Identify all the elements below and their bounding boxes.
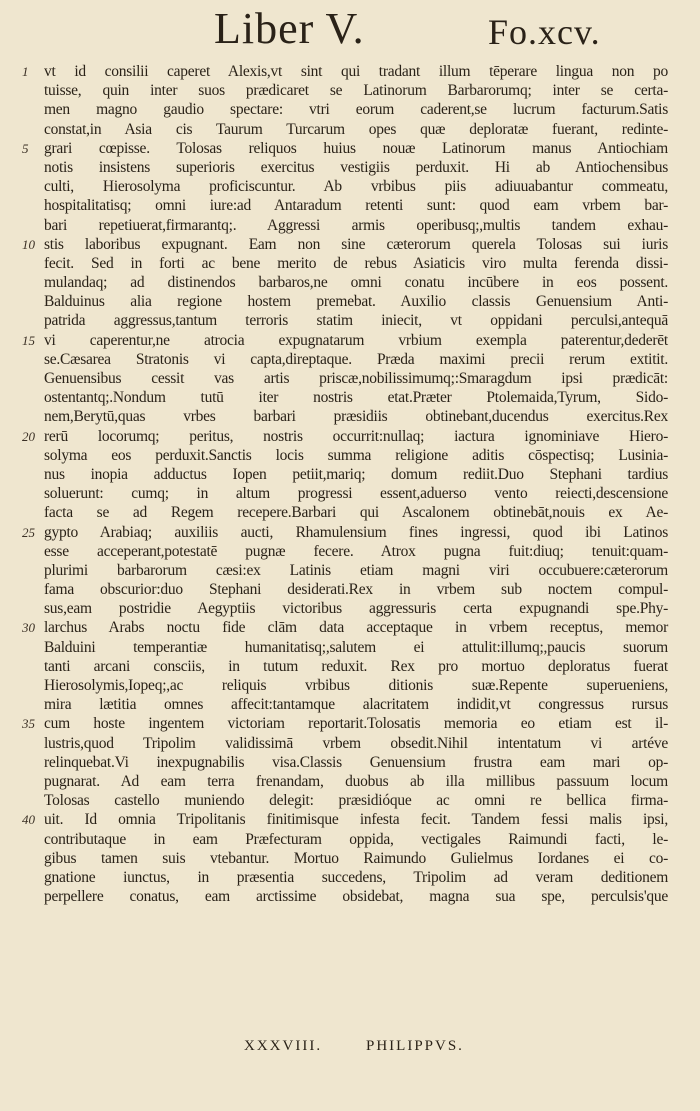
text-line	[0, 484, 700, 503]
line-text: plurimi barbarorum cæsi:ex Latinis etiam magni viri occubuere:cæterorum	[44, 561, 668, 579]
text-line	[0, 407, 700, 426]
line-text: notis insistens superioris exercitus vestigiis perduxit. Hi ab Antiochensibus	[44, 158, 668, 176]
text-line	[0, 388, 700, 407]
line-text: stis laboribus expugnant. Eam non sine cæterorum querela Tolosas sui iuris	[44, 235, 668, 253]
line-text: Balduini temperantiæ humanitatisq;,salutem ei attulit:illumq;,paucis suorum	[44, 638, 668, 656]
text-line	[0, 849, 700, 868]
catchword: PHILIPPVS.	[366, 1038, 464, 1054]
line-number: 40	[22, 812, 35, 828]
line-text: gypto Arabiaq; auxiliis aucti, Rhamulensium fines ingressi, quod ibi Latinos	[44, 523, 668, 541]
text-line	[0, 120, 700, 139]
text-line	[0, 311, 700, 330]
line-number: 30	[22, 620, 35, 636]
text-line	[0, 292, 700, 311]
text-line	[0, 695, 700, 714]
text-line	[0, 561, 700, 580]
line-text: facta se ad Regem recepere.Barbari qui Ascalonem obtinebāt,nouis ex Ae-	[44, 504, 668, 522]
text-line	[0, 657, 700, 676]
line-text: sus,eam postridie Aegyptiis victoribus aggressuris certa expugnandi spe.Phy-	[44, 600, 668, 618]
line-text: lustris,quod Tripolim validissimā vrbem obsedit.Nihil intentatum vi artéve	[44, 734, 668, 752]
text-line	[0, 62, 700, 81]
line-text: constat,in Asia cis Taurum Turcarum opes quæ deploratæ fuerant, redinte-	[44, 120, 668, 138]
line-text: vi caperentur,ne atrocia expugnatarum vrbium exempla paterentur,dederēt	[44, 331, 668, 349]
line-text: ostentantq;.Nondum tutū iter nostris etat.Præter Ptolemaida,Tyrum, Sido-	[44, 389, 668, 407]
line-text: esse acceperant,potestatē pugnæ fecere. Atrox pugna fuit:diuq; tenuit:quam-	[44, 542, 668, 560]
line-text: mira lætitia omnes affecit:tantamque alacritatem indidit,vt congressus rursus	[44, 696, 668, 714]
text-line	[0, 599, 700, 618]
line-text: nem,Berytū,quas vrbes barbari præsidiis obtinebant,ducendus exercitus.Rex	[44, 408, 668, 426]
line-text: soluerunt: cumq; in altum progressi essent,aduerso vento reiecti,descensione	[44, 485, 668, 503]
line-text: mulandaq; ad distinendos barbaros,ne omni conatu incūbere in eos possent.	[44, 274, 668, 292]
line-text: fama obscurior:duo Stephani desiderati.Rex in vrbem sub noctem compul-	[44, 581, 668, 599]
page-footer	[0, 1038, 700, 1062]
text-line	[0, 235, 700, 254]
text-line	[0, 887, 700, 906]
line-number: 5	[22, 140, 29, 156]
line-text: Tolosas castello muniendo delegit: præsidióque ac omni re bellica firma-	[44, 792, 668, 810]
text-line	[0, 868, 700, 887]
line-text: solyma eos perduxit.Sanctis locis summa religione aditis cōspectisq; Lusinia-	[44, 446, 668, 464]
text-line	[0, 618, 700, 637]
text-line	[0, 331, 700, 350]
text-line	[0, 638, 700, 657]
book-title: Liber V.	[214, 4, 365, 53]
text-line	[0, 580, 700, 599]
line-number: 15	[22, 332, 35, 348]
line-number: 35	[22, 716, 35, 732]
text-line	[0, 196, 700, 215]
line-number: 1	[22, 64, 29, 79]
text-line	[0, 523, 700, 542]
text-line	[0, 177, 700, 196]
text-line	[0, 81, 700, 100]
line-text: Hierosolymis,Iopeq;,ac reliquis vrbibus ditionis suæ.Repente superueniens,	[44, 677, 668, 694]
line-text: culti, Hierosolyma proficiscuntur. Ab vrbibus piis adiuuabantur commeatu,	[44, 178, 668, 196]
text-line	[0, 100, 700, 119]
text-line	[0, 254, 700, 273]
text-line	[0, 427, 700, 446]
line-text: nus inopia adductus Iopen petiit,mariq; domum rediit.Duo Stephani tardius	[44, 465, 668, 483]
text-line	[0, 446, 700, 465]
line-number: 20	[22, 428, 35, 444]
running-header	[0, 6, 700, 52]
text-line	[0, 791, 700, 810]
text-line	[0, 273, 700, 292]
text-line	[0, 772, 700, 791]
text-line	[0, 830, 700, 849]
line-text: Genuensibus cessit vas artis priscæ,nobilissimumq;:Smaragdum ipsi prædicāt:	[44, 370, 668, 387]
line-text: gnatione iunctus, in præsentia succedens, Tripolim ad veram deditionem	[44, 868, 668, 886]
text-line	[0, 139, 700, 158]
text-line	[0, 676, 700, 695]
line-text: cum hoste ingentem victoriam reportarit.Tolosatis memoria eo etiam est il-	[44, 715, 668, 733]
line-text: men magno gaudio spectare: vtri eorum caderent,se lucrum facturum.Satis	[44, 101, 668, 119]
folio-number: Fo.xcv.	[488, 12, 601, 52]
line-text: se.Cæsarea Stratonis vi capta,direptaque. Præda maximi precii rerum extitit.	[44, 350, 668, 368]
text-line	[0, 714, 700, 733]
text-line	[0, 810, 700, 829]
line-text: tuisse, quin inter suos prædicaret se Latinorum Barbarorumq; inter se certa-	[44, 82, 668, 100]
text-line	[0, 216, 700, 235]
line-text: tanti arcani consciis, in tutum reduxit. Rex pro mortuo deploratus fuerat	[44, 657, 668, 675]
text-line	[0, 158, 700, 177]
line-text: pugnarat. Ad eam terra frenandam, duobus ab illa millibus passuum locum	[44, 772, 668, 790]
signature-mark: XXXVIII.	[244, 1038, 323, 1054]
line-text: rerū locorumq; peritus, nostris occurrit:nullaq; iactura ignominiave Hiero-	[44, 427, 668, 445]
text-line	[0, 350, 700, 369]
line-text: uit. Id omnia Tripolitanis finitimisque infesta fecit. Tandem fessi malis ipsi,	[44, 811, 668, 829]
line-text: relinquebat.Vi inexpugnabilis visa.Classis Genuensium frustra eam mari op-	[44, 753, 668, 771]
text-line	[0, 465, 700, 484]
line-text: patrida aggressus,tantum terroris statim iniecit, vt oppidani perculsi,antequā	[44, 312, 668, 330]
line-text: perpellere conatus, eam arctissime obsidebat, magna sua spe, perculsis'que	[44, 888, 668, 906]
line-text: hospitalitatisq; omni iure:ad Antaradum retenti sunt: quod eam vrbem bar-	[44, 197, 668, 215]
line-text: gibus tamen suis vtebantur. Mortuo Raimundo Gulielmus Iordanes ei co-	[44, 849, 668, 867]
body-text	[0, 62, 700, 906]
text-line	[0, 753, 700, 772]
line-text: Balduinus alia regione hostem premebat. Auxilio classis Genuensium Anti-	[44, 293, 668, 311]
line-text: contributaque in eam Præfecturam oppida, vectigales Raimundi facti, le-	[44, 830, 668, 848]
text-line	[0, 542, 700, 561]
line-number: 25	[22, 524, 35, 540]
text-line	[0, 503, 700, 522]
line-text: vt id consilii caperet Alexis,vt sint qui tradant illum tēperare lingua non po	[44, 63, 668, 80]
text-line	[0, 369, 700, 388]
line-text: bari repetiuerat,firmarantq;. Aggressi armis operibusq;,multis tandem exhau-	[44, 216, 668, 234]
line-text: larchus Arabs noctu fide clām data acceptaque in vrbem receptus, memor	[44, 619, 668, 637]
line-number: 10	[22, 236, 35, 252]
text-line	[0, 734, 700, 753]
line-text: fecit. Sed in forti ac bene merito de rebus Asiaticis viro multa ferenda dissi-	[44, 254, 668, 272]
line-text: grari cœpisse. Tolosas reliquos huius nouæ Latinorum manus Antiochiam	[44, 139, 668, 157]
